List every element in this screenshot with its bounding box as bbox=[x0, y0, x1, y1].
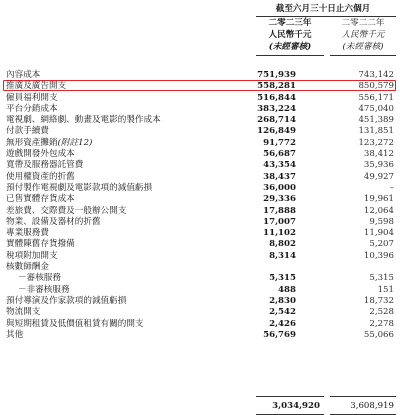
value-2022: 151 bbox=[377, 284, 394, 295]
table-row bbox=[6, 307, 396, 318]
row-label bbox=[6, 262, 49, 273]
value-2022: 10,396 bbox=[363, 250, 394, 261]
value-2023: 38,437 bbox=[263, 171, 296, 182]
row-label bbox=[6, 194, 75, 205]
value-2022: 850,579 bbox=[358, 81, 394, 92]
value-2022: 131,851 bbox=[358, 126, 394, 137]
row-label-text: 專業服務費 bbox=[6, 228, 49, 239]
row-label bbox=[6, 251, 58, 262]
row-label bbox=[6, 138, 92, 149]
value-2022: – bbox=[389, 182, 394, 193]
row-label-text: 實體陳舊存貨撥備 bbox=[6, 239, 75, 250]
value-2023: 2,830 bbox=[269, 295, 296, 306]
value-2023: 29,336 bbox=[263, 194, 296, 205]
table-row bbox=[6, 172, 396, 183]
value-2022: 49,927 bbox=[363, 171, 394, 182]
value-2023: 383,224 bbox=[257, 103, 296, 114]
row-label bbox=[6, 228, 49, 239]
value-2022: 475,040 bbox=[358, 103, 394, 114]
value-2023: 488 bbox=[278, 284, 296, 295]
value-2023: 516,844 bbox=[257, 92, 296, 103]
row-label bbox=[6, 172, 75, 183]
total-2023: 3,034,920 bbox=[272, 401, 320, 411]
row-note: (附註12) bbox=[57, 137, 93, 148]
table-row bbox=[6, 93, 396, 104]
total-2022: 3,608,919 bbox=[350, 401, 394, 411]
row-label bbox=[6, 81, 66, 92]
table-row bbox=[6, 273, 396, 284]
row-label-text: 稅項附加開支 bbox=[6, 250, 58, 261]
row-label bbox=[6, 93, 58, 104]
period-heading: 截至六月三十日止六個月 bbox=[275, 4, 371, 14]
table-row bbox=[6, 285, 396, 296]
table-row bbox=[6, 262, 396, 273]
value-2023: 17,888 bbox=[263, 205, 296, 216]
value-2023: 751,939 bbox=[257, 70, 296, 80]
table-row bbox=[6, 70, 396, 81]
row-label-text: 差旅費、交際費及一般辦公開支 bbox=[6, 205, 127, 216]
table-row bbox=[6, 115, 396, 126]
table-row bbox=[6, 319, 396, 330]
value-2023: 11,102 bbox=[263, 228, 296, 239]
value-2022: 5,207 bbox=[369, 239, 394, 250]
value-2022: 19,961 bbox=[363, 194, 394, 205]
value-2023: 268,714 bbox=[257, 115, 296, 126]
row-label-text: －非審核服務 bbox=[18, 284, 70, 295]
value-2023: 17,007 bbox=[263, 216, 296, 227]
value-2022: 35,936 bbox=[363, 160, 394, 171]
row-label bbox=[6, 319, 144, 330]
value-2023: 43,354 bbox=[263, 160, 296, 171]
table-row bbox=[6, 149, 396, 160]
value-2023: 2,542 bbox=[269, 307, 296, 318]
row-label-text: 付款手續費 bbox=[6, 126, 49, 137]
row-label bbox=[6, 70, 40, 81]
value-2023: 36,000 bbox=[263, 182, 296, 193]
table-row bbox=[6, 81, 396, 92]
value-2023: 56,769 bbox=[263, 329, 296, 340]
row-label-text: 與短期租賃及低價值租賃有關的開支 bbox=[6, 318, 144, 329]
row-label-text: 使用權資產的折舊 bbox=[6, 171, 75, 182]
row-label-text: 核數師酬金 bbox=[6, 262, 49, 273]
period-underline bbox=[256, 16, 396, 17]
row-label-text: －審核服務 bbox=[18, 273, 61, 284]
table-row bbox=[6, 104, 396, 115]
row-label-text: 推廣及廣告開支 bbox=[6, 81, 67, 92]
value-2022: 18,732 bbox=[363, 295, 394, 306]
total-2022-rule bbox=[330, 396, 396, 397]
row-label bbox=[6, 104, 58, 115]
row-label bbox=[6, 296, 126, 307]
value-2022: 9,598 bbox=[369, 216, 394, 227]
table-row bbox=[6, 183, 396, 194]
value-2022: 556,171 bbox=[358, 92, 394, 103]
row-label-text: 預付製作電視劇及電影款項的減值虧損 bbox=[6, 182, 153, 193]
col-2023-rule bbox=[256, 55, 324, 56]
value-2023: 2,426 bbox=[269, 318, 296, 329]
row-label-text: 預付導演及作家款項的減值虧損 bbox=[6, 295, 127, 306]
row-label-text: 電視劇、網絡劇、動畫及電影的製作成本 bbox=[6, 115, 161, 126]
table-row bbox=[6, 296, 396, 307]
value-2023: 5,315 bbox=[269, 273, 296, 284]
value-2023: 56,687 bbox=[263, 149, 296, 160]
table-row bbox=[6, 217, 396, 228]
row-label bbox=[18, 285, 70, 296]
row-label-text: 寬帶及服務器託管費 bbox=[6, 160, 84, 171]
audit-2023: (未經審核) bbox=[268, 42, 312, 52]
row-label-text: 平台分銷成本 bbox=[6, 103, 58, 114]
table-row bbox=[6, 126, 396, 137]
table-row bbox=[6, 206, 396, 217]
table-row bbox=[6, 239, 396, 250]
unit-2023: 人民幣千元 bbox=[268, 30, 312, 40]
value-2022: 123,272 bbox=[358, 137, 394, 148]
value-2022: 2,528 bbox=[369, 307, 394, 318]
row-label-text: 物業、設備及器材的折舊 bbox=[6, 216, 101, 227]
value-2022: 11,904 bbox=[363, 228, 394, 239]
row-label bbox=[6, 115, 161, 126]
value-2022: 451,389 bbox=[358, 115, 394, 126]
audit-2022: (未經審核) bbox=[342, 42, 384, 52]
total-2023-rule bbox=[256, 396, 324, 397]
row-label bbox=[18, 273, 61, 284]
row-label bbox=[6, 183, 152, 194]
row-label bbox=[6, 126, 49, 137]
year-2023-heading: 二零二三年 bbox=[268, 18, 312, 28]
row-label bbox=[6, 239, 75, 250]
row-label bbox=[6, 217, 101, 228]
value-2023: 126,849 bbox=[257, 126, 296, 137]
row-label bbox=[6, 307, 40, 318]
table-row bbox=[6, 160, 396, 171]
row-label-text: 無形資產攤銷 bbox=[6, 137, 58, 148]
row-label-text: 內容成本 bbox=[6, 70, 41, 80]
table-row bbox=[6, 228, 396, 239]
value-2022: 55,066 bbox=[363, 329, 394, 340]
value-2023: 8,802 bbox=[269, 239, 296, 250]
table-row bbox=[6, 251, 396, 262]
row-label bbox=[6, 206, 126, 217]
row-label-text: 僱員福利開支 bbox=[6, 92, 58, 103]
value-2022: 12,064 bbox=[363, 205, 394, 216]
table-row bbox=[6, 330, 396, 341]
value-2022: 5,315 bbox=[369, 273, 394, 284]
value-2022: 743,142 bbox=[358, 70, 394, 80]
value-2022: 2,278 bbox=[369, 318, 394, 329]
row-label-text: 已售實體存貨成本 bbox=[6, 194, 75, 205]
value-2023: 8,314 bbox=[269, 250, 296, 261]
year-2022-heading: 二零二二年 bbox=[341, 18, 385, 28]
expense-table bbox=[6, 70, 396, 341]
table-row bbox=[6, 138, 396, 149]
row-label-text: 遊戲開發外包成本 bbox=[6, 149, 75, 160]
row-label-text: 物流開支 bbox=[6, 307, 41, 318]
value-2022: 38,412 bbox=[363, 149, 394, 160]
unit-2022: 人民幣千元 bbox=[341, 30, 385, 40]
row-label-text: 其他 bbox=[6, 329, 24, 340]
value-2023: 91,772 bbox=[263, 137, 296, 148]
value-2023: 558,281 bbox=[257, 81, 296, 92]
table-row bbox=[6, 194, 396, 205]
row-label bbox=[6, 330, 23, 341]
row-label bbox=[6, 160, 83, 171]
row-label bbox=[6, 149, 75, 160]
col-2022-rule bbox=[330, 55, 396, 56]
